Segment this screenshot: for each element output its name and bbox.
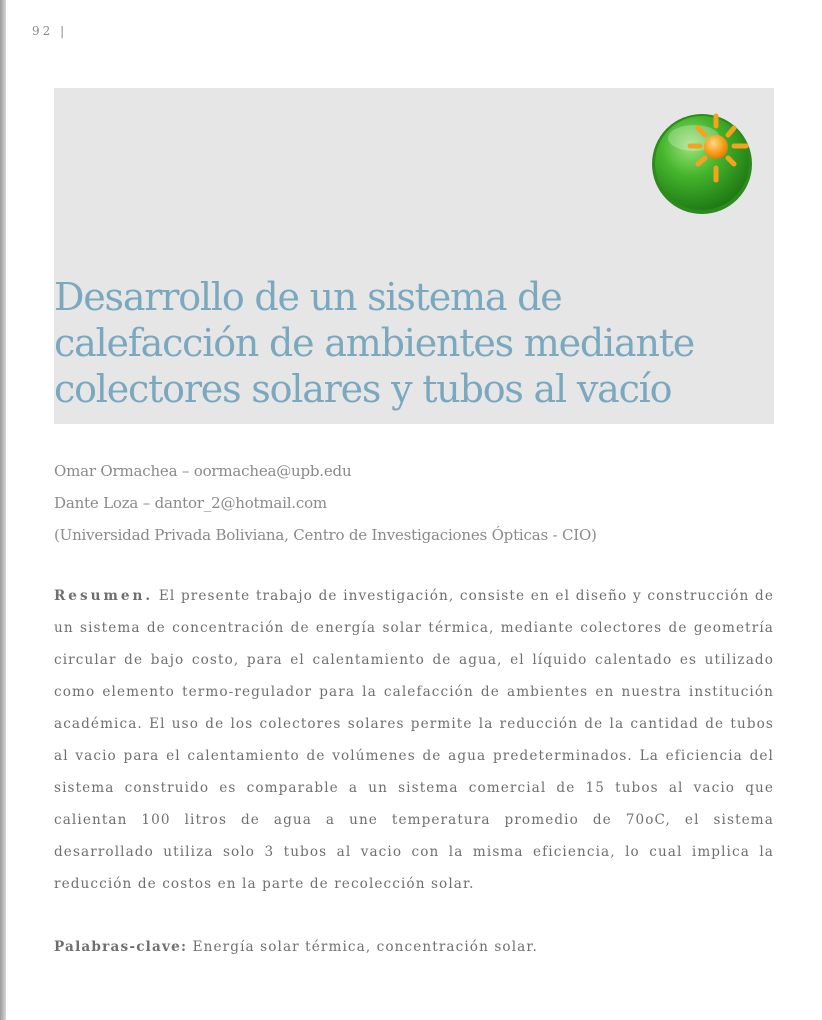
keywords-paragraph: [54, 931, 774, 963]
paper-title: Desarrollo de un sistema de calefacción de ambientes mediante colectores solares y tubos al vacío: [54, 275, 695, 411]
page-number: 92 |: [32, 24, 68, 38]
sun-logo-icon: [650, 108, 756, 214]
abstract-label: Resumen.: [54, 588, 154, 604]
keywords-text: Energía solar térmica, concentración solar.: [192, 939, 538, 955]
abstract-text: El presente trabajo de investigación, consiste en el diseño y construcción de un sistema de concentración de energía solar térmica, mediante colectores de geometría circular de bajo costo, para el calentamiento de agua, el líquido calentado es utilizado como elemento termo-regulador para la calefacción de ambientes en nuestra institución académica. El uso de los colectores solares permite la reducción de la cantidad de tubos al vacio para el calentamiento de volúmenes de agua predeterminados. La eficiencia del sistema construido es comparable a un sistema comercial de 15 tubos al vacio que calientan 100 litros de agua a une temperatura promedio de 70oC, el sistema desarrollado utiliza solo 3 tubos al vacio con la misma eficiencia, lo cual implica la reducción de costos en la parte de recolección solar.: [54, 588, 774, 892]
author-line-2: Dante Loza – dantor_2@hotmail.com: [54, 494, 327, 512]
keywords-label: Palabras-clave:: [54, 939, 188, 955]
author-line-1: Omar Ormachea – oormachea@upb.edu: [54, 462, 352, 480]
author-block: [54, 455, 774, 551]
abstract-paragraph: [54, 580, 774, 900]
affiliation-line: (Universidad Privada Boliviana, Centro de Investigaciones Ópticas - CIO): [54, 526, 597, 544]
page-edge-rule: [0, 0, 6, 1020]
